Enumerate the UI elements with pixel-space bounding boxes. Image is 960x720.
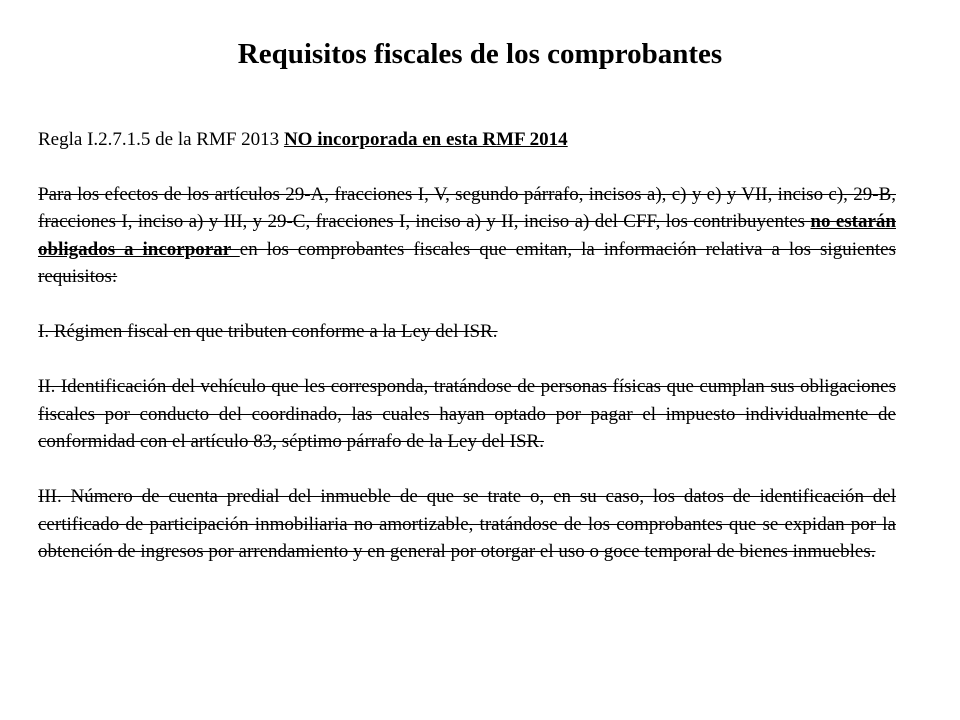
page-title: Requisitos fiscales de los comprobantes bbox=[237, 38, 723, 70]
requirement-item-1: I. Régimen fiscal en que tributen conforme a la Ley del ISR. bbox=[38, 321, 498, 342]
document-body bbox=[38, 126, 896, 593]
intro-paragraph bbox=[38, 181, 896, 291]
requirement-item-3: III. Número de cuenta predial del inmueble de que se trate o, en su caso, los datos de identificación del certificado de participación inmobiliaria no amortizable, tratándose de los comprobantes que se expidan por la obtención de ingresos por arrendamiento y en general por otorgar el uso o goce temporal de bienes inmuebles. bbox=[38, 486, 896, 562]
rule-reference bbox=[38, 126, 896, 154]
rule-prefix: Regla I.2.7.1.5 de la RMF 2013 bbox=[38, 129, 284, 150]
intro-text-after: en los comprobantes fiscales que emitan, la información relativa a los siguientes requisitos: bbox=[38, 238, 897, 287]
intro-text-before: Para los efectos de los artículos 29-A, fracciones I, V, segundo párrafo, incisos a), c) y e) y VII, inciso c), 29-B, fracciones I, inciso a) y III, y 29-C, fracciones I, inciso a) y II, inciso a) del CFF, los contribuyentes bbox=[38, 183, 896, 232]
requirement-item-2: II. Identificación del vehículo que les corresponda, tratándose de personas físicas que cumplan sus obligaciones fiscales por conducto del coordinado, las cuales hayan optado por pagar el impuesto individualmente de conformidad con el artículo 83, séptimo párrafo de la Ley del ISR. bbox=[38, 376, 896, 452]
intro-emphasis: no estarán obligados a incorporar bbox=[38, 211, 896, 260]
rule-status: NO incorporada en esta RMF 2014 bbox=[283, 129, 568, 150]
